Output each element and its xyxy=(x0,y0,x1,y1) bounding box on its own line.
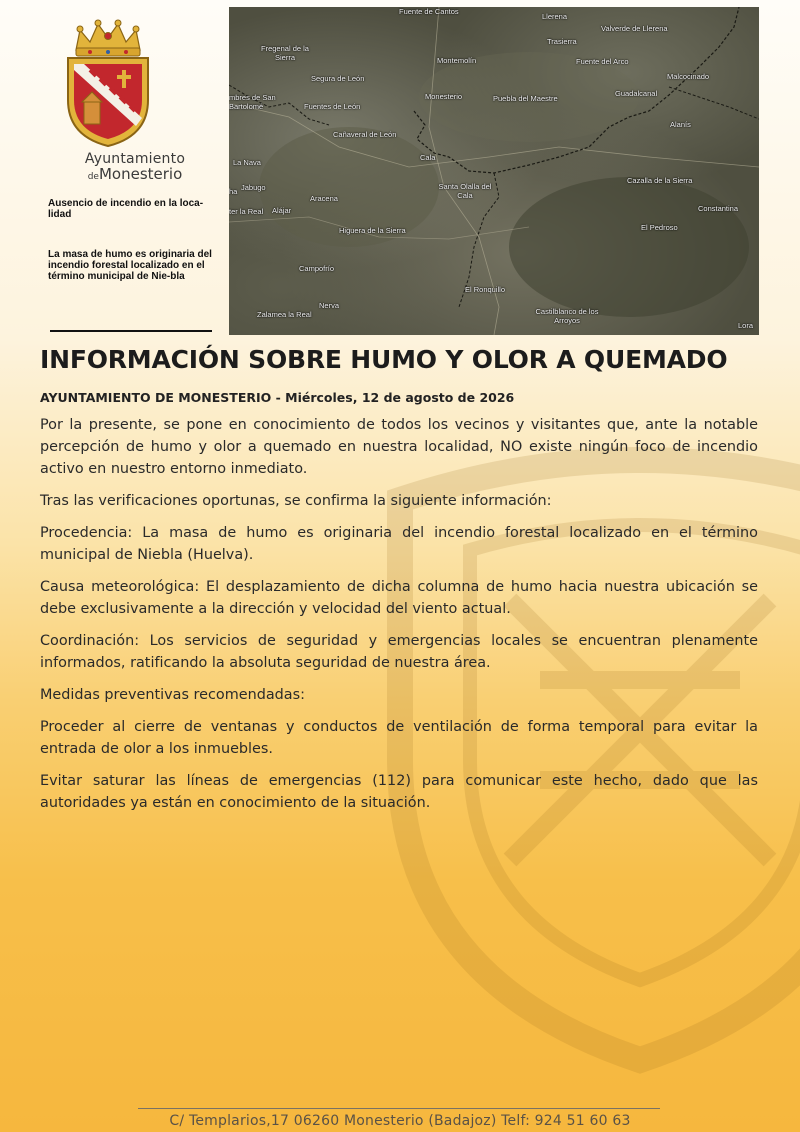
map-label: Alájar xyxy=(272,206,292,215)
map-label: Malcocinado xyxy=(667,72,710,81)
map-label: Aracena xyxy=(310,194,338,203)
map-label: Fuentes de León xyxy=(304,102,361,111)
map-label: Fregenal de la Sierra xyxy=(261,44,309,62)
map-label: Llerena xyxy=(542,12,568,21)
map-label: Lora xyxy=(738,321,754,330)
page-title: INFORMACIÓN SOBRE HUMO Y OLOR A QUEMADO xyxy=(40,345,728,374)
paragraph-close-windows: Proceder al cierre de ventanas y conductos de ventilación de forma temporal para evitar la entrada de olor a los inmuebles. xyxy=(40,719,758,757)
map-label: Campofrío xyxy=(299,264,335,273)
map-label: Monesterio xyxy=(425,92,463,101)
map-label: Jabugo xyxy=(241,183,266,192)
paragraph-measures-heading: Medidas preventivas recomendadas: xyxy=(40,687,305,703)
map-label: Higuera de la Sierra xyxy=(339,226,406,235)
logo-line-monesterio xyxy=(60,167,210,182)
paragraph-emergency-lines: Evitar saturar las líneas de emergencias (112) para comunicar este hecho, dado que las autoridades ya están en conocimiento de la situación. xyxy=(40,773,758,811)
map-label: Valverde de Llerena xyxy=(601,24,668,33)
map-label: La Nava xyxy=(233,158,261,167)
paragraph-coordination: Coordinación: Los servicios de seguridad y emergencias locales se encuentran plenamente informados, ratificando la absoluta seguridad de nuestra área. xyxy=(40,633,758,671)
paragraph-weather-cause: Causa meteorológica: El desplazamiento de dicha columna de humo hacia nuestra ubicación se debe exclusivamente a la dirección y velocidad del viento actual. xyxy=(40,579,758,617)
map-label: Montemolín xyxy=(437,56,477,65)
map-label: Santa Olalla del Cala xyxy=(438,182,492,200)
logo-prefix-de: de xyxy=(87,172,99,182)
byline: AYUNTAMIENTO DE MONESTERIO - Miércoles, 12 de agosto de 2026 xyxy=(40,390,515,405)
coat-of-arms-icon xyxy=(60,18,156,150)
logo-wordmark xyxy=(60,152,210,182)
map-label: Cala xyxy=(420,153,436,162)
map-label: ter la Real xyxy=(229,207,264,216)
municipal-logo xyxy=(48,18,218,183)
map-label: Nerva xyxy=(319,301,340,310)
notice-body xyxy=(40,414,758,824)
caption-smoke-origin: La masa de humo es originaria del incendio forestal localizado en el término municipal de Nie-bla xyxy=(48,249,212,282)
footer-address: C/ Templarios,17 06260 Monesterio (Badajoz) Telf: 924 51 60 63 xyxy=(169,1113,631,1129)
map-label: Zalamea la Real xyxy=(257,310,312,319)
paragraph-origin: Procedencia: La masa de humo es originaria del incendio forestal localizado en el término municipal de Niebla (Huelva). xyxy=(40,525,758,563)
map-label: Cañaveral de León xyxy=(333,130,397,139)
logo-name-monesterio: Monesterio xyxy=(98,165,183,183)
paragraph-intro: Por la presente, se pone en conocimiento de todos los vecinos y visitantes que, ante la notable percepción de humo y olor a quemado en nuestra localidad, NO existe ningún foco de incendio activo en nuestro entorno inmediato. xyxy=(40,417,758,477)
map-label: ha xyxy=(229,187,238,196)
map-label: Cazalla de la Sierra xyxy=(627,176,693,185)
map-label: mbres de San Bartolomé xyxy=(229,93,276,111)
map-label: Guadalcanal xyxy=(615,89,658,98)
logo-line-ayuntamiento: Ayuntamiento xyxy=(84,151,186,167)
map-label: Fuente de Cantos xyxy=(399,7,459,16)
caption-divider xyxy=(50,330,212,332)
paragraph-verification: Tras las verificaciones oportunas, se confirma la siguiente información: xyxy=(40,493,552,509)
caption-no-fire: Ausencio de incendio en la loca-lidad xyxy=(48,198,204,220)
map-label: Segura de León xyxy=(311,74,365,83)
map-label: Puebla del Maestre xyxy=(493,94,558,103)
map-label: El Pedroso xyxy=(641,223,678,232)
map-label: Trasierra xyxy=(547,37,577,46)
map-label: Fuente del Arco xyxy=(576,57,629,66)
map-label: Alanís xyxy=(670,120,691,129)
footer-divider xyxy=(138,1108,660,1109)
satellite-map xyxy=(229,7,759,335)
map-label: Castilblanco de los Arroyos xyxy=(535,307,599,325)
map-label: El Ronquillo xyxy=(465,285,506,294)
map-label: Constantina xyxy=(698,204,739,213)
